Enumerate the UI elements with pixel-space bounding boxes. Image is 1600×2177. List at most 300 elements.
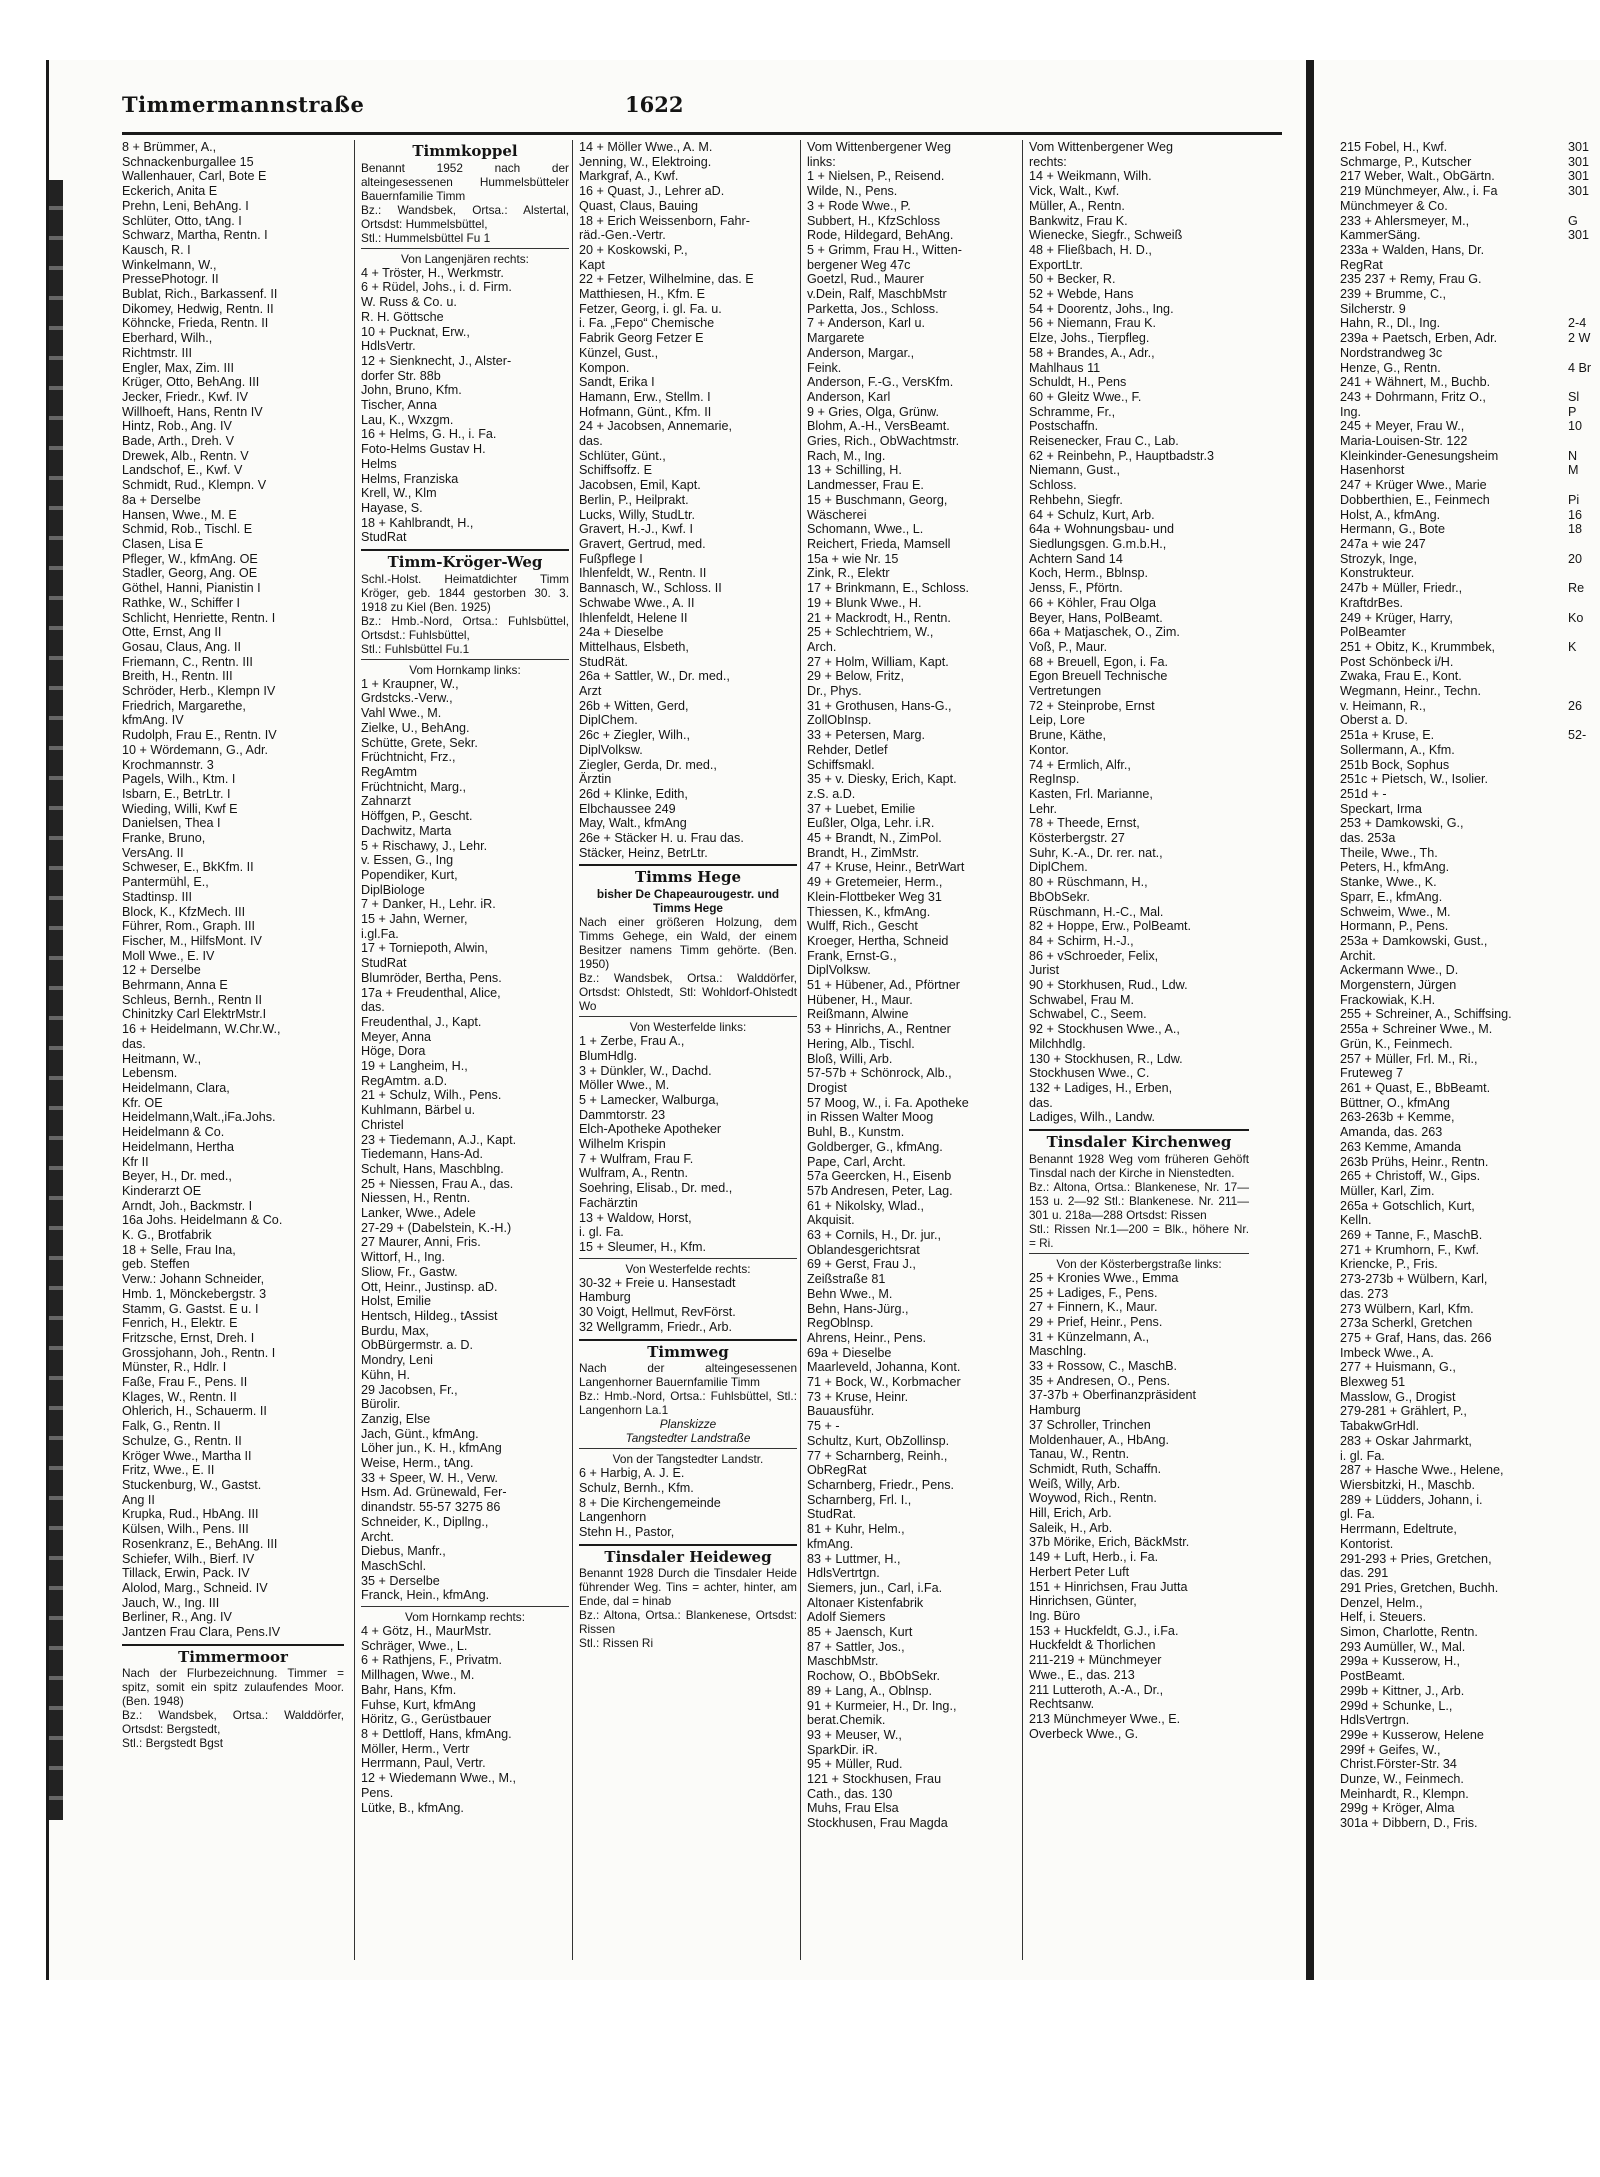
list-item: Rochow, O., BbObSekr. (807, 1669, 940, 1684)
list-item: Leip, Lore (1029, 713, 1086, 728)
list-item: Hermann, G., Bote (1340, 522, 1445, 537)
list-item: Kompon. (579, 360, 630, 375)
list-item: Weise, Herm., tAng. (361, 1456, 474, 1471)
list-item (1568, 287, 1600, 302)
list-item: Altonaer Kistenfabrik (807, 1595, 924, 1610)
list-item (1568, 625, 1600, 640)
list-item: Wienecke, Siegfr., Schweiß (1029, 228, 1183, 243)
list-item: Fritz, Wwe., E. II (122, 1463, 215, 1478)
col4-entries (807, 140, 1019, 1831)
list-item: Rode, Hildegard, BehAng. (807, 228, 954, 243)
column-7-cut (1568, 140, 1600, 1960)
list-item: Wegmann, Heinr., Techn. (1340, 684, 1481, 699)
list-item: SparkDir. iR. (807, 1742, 878, 1757)
list-item: 17 + Torniepoth, Alwin, (361, 941, 488, 956)
list-item: 247b + Müller, Friedr., (1340, 581, 1463, 596)
list-item: 16 + Quast, J., Lehrer aD. (579, 184, 725, 199)
list-item: 37-37b + Oberfinanzpräsident (1029, 1388, 1196, 1403)
list-item: 263 Kemme, Amanda (1340, 1139, 1462, 1154)
list-item: ObBürgermstr. a. D. (361, 1338, 473, 1353)
list-item: G (1568, 213, 1578, 228)
list-item: Pape, Carl, Archt. (807, 1154, 906, 1169)
section-subheading: Vom Hornkamp rechts: (405, 1610, 525, 1625)
list-item: Bade, Arth., Dreh. V (122, 434, 235, 449)
list-item: Scharnberg, Friedr., Pens. (807, 1477, 954, 1492)
list-item: Dobberthien, E., Feinmech (1340, 492, 1490, 507)
list-item: Koch, Herm., Bblnsp. (1029, 566, 1148, 581)
list-item: Konstrukteur. (1340, 566, 1415, 581)
list-item: 251d + - (1340, 786, 1387, 801)
list-item: 27 + Finnern, K., Maur. (1029, 1300, 1158, 1315)
list-item: 121 + Stockhusen, Frau (807, 1772, 942, 1787)
street-heading-timm-kroeger-weg: Timm-Kröger-Weg (361, 549, 569, 570)
list-item: Landschof, E., Kwf. V (122, 463, 243, 478)
list-item: Ihlenfeldt, Helene II (579, 610, 688, 625)
list-item: Henze, G., Rentn. (1340, 360, 1441, 375)
list-item: KammerSäng. (1340, 228, 1421, 243)
list-item: Siemers, jun., Carl, i.Fa. (807, 1580, 943, 1595)
tinsdaler-kirchenweg-entries (1029, 1271, 1249, 1742)
list-item: 1 + Kraupner, W., (361, 676, 459, 691)
list-item: Hill, Erich, Arb. (1029, 1506, 1112, 1521)
list-item: Wilhelm Krispin (579, 1137, 666, 1152)
list-item: 8 + Dettloff, Hans, kfmAng. (361, 1726, 512, 1741)
list-item: 257 + Müller, Frl. M., Ri., (1340, 1051, 1478, 1066)
list-item: 95 + Müller, Rud. (807, 1757, 903, 1772)
list-item: 277 + Huismann, G., (1340, 1360, 1456, 1375)
list-item (1568, 199, 1600, 214)
list-item: Archt. (361, 1529, 394, 1544)
list-item: 233 + Ahlersmeyer, M., (1340, 213, 1470, 228)
list-item: Mondry, Leni (361, 1353, 433, 1368)
list-item: z.S. a.D. (807, 786, 856, 801)
list-item: 299b + Kittner, J., Arb. (1340, 1683, 1465, 1698)
list-item: Klages, W., Rentn. II (122, 1389, 237, 1404)
list-item: 90 + Storkhusen, Rud., Ldw. (1029, 978, 1188, 993)
list-item: Gravert, H.-J., Kwf. I (579, 522, 694, 537)
list-item: Kroeger, Hertha, Schneid (807, 933, 949, 948)
list-item: DiplChem. (1029, 860, 1088, 875)
list-item: 1 + Zerbe, Frau A., (579, 1034, 685, 1049)
list-item: Richtmstr. III (122, 345, 192, 360)
list-item: PressePhotogr. II (122, 272, 219, 287)
list-item: 9 + Gries, Olga, Grünw. (807, 404, 939, 419)
list-item: 26b + Witten, Gerd, (579, 698, 689, 713)
list-item: 20 + Koskowski, P., (579, 242, 688, 257)
list-item: 92 + Stockhusen Wwe., A., (1029, 1022, 1180, 1037)
list-item: Niessen, H., Rentn. (361, 1191, 471, 1206)
list-item: 31 + Künzelmann, A., (1029, 1329, 1150, 1344)
list-item: Reißmann, Alwine (807, 1007, 909, 1022)
list-item: Theile, Wwe., Th. (1340, 845, 1438, 860)
list-item: Jenning, W., Elektroing. (579, 154, 712, 169)
list-item: Hansen, Wwe., M. E (122, 507, 237, 522)
list-item: Elch-Apotheke Apotheker (579, 1122, 722, 1137)
list-item: HdlsVertr. (361, 339, 416, 354)
list-item: Maarleveld, Johanna, Kont. (807, 1360, 961, 1375)
list-item: kfmAng. IV (122, 713, 184, 728)
list-item: 66 + Köhler, Frau Olga (1029, 595, 1157, 610)
list-item: Ott, Heinr., Justinsp. aD. (361, 1279, 498, 1294)
list-item: 149 + Luft, Herb., i. Fa. (1029, 1550, 1159, 1565)
list-item: Elbchaussee 249 (579, 801, 676, 816)
list-item: Sliow, Fr., Gastw. (361, 1264, 458, 1279)
list-item: ExportLtr. (1029, 257, 1083, 272)
list-item: 47 + Kruse, Heinr., BetrWart (807, 860, 965, 875)
list-item: Heitmann, W., (122, 1051, 202, 1066)
street-admin: Bz.: Wandsbek, Ortsa.: Walddörfer, Ortsdst: Bergstedt, (122, 1708, 344, 1737)
timmweg-entries (579, 1466, 797, 1540)
list-item: Ärztin (579, 772, 612, 787)
list-item: Hintz, Rob., Ang. IV (122, 419, 232, 434)
list-item: Burdu, Max, (361, 1323, 429, 1338)
list-item: Lehr. (1029, 801, 1058, 816)
list-item: Meinhardt, R., Klempn. (1340, 1786, 1469, 1801)
list-item: rechts: (1029, 154, 1067, 169)
list-item: Bannasch, W., Schloss. II (579, 581, 722, 596)
list-item: 30 Voigt, Hellmut, RevFörst. (579, 1305, 736, 1320)
list-item: 33 + Speer, W. H., Verw. (361, 1470, 498, 1485)
list-item: BlumHdlg. (579, 1048, 638, 1063)
list-item: 72 + Steinprobe, Ernst (1029, 698, 1155, 713)
list-item: Hamann, Erw., Stellm. I (579, 389, 711, 404)
list-item: Sandt, Erika I (579, 375, 655, 390)
list-item: Heidelmann, Clara, (122, 1081, 230, 1095)
section-subheading: Vom Hornkamp links: (409, 662, 521, 677)
list-item: 251a + Kruse, E. (1340, 728, 1435, 743)
list-item: 15a + wie Nr. 15 (807, 551, 899, 566)
list-item: M (1568, 463, 1579, 478)
list-item: Quast, Claus, Bauing (579, 198, 699, 213)
list-item: Margarete (807, 331, 865, 346)
list-item: Stäcker, Heinz, BetrLtr. (579, 845, 708, 860)
list-item: 57b Andresen, Peter, Lag. (807, 1183, 953, 1198)
list-item: 219 Münchmeyer, Alw., i. Fa (1340, 184, 1498, 199)
list-item: Strozyk, Inge, (1340, 551, 1417, 566)
list-item: Fischer, M., HilfsMont. IV (122, 933, 262, 948)
list-item: Suhr, K.-A., Dr. rer. nat., (1029, 845, 1163, 860)
list-item: Kleinkinder-Genesungsheim (1340, 448, 1499, 463)
sketch-road-label: Tangstedter Landstraße (625, 1431, 751, 1446)
list-item: Simon, Charlotte, Rentn. (1340, 1625, 1478, 1640)
list-item: 80 + Rüschmann, H., (1029, 875, 1148, 890)
list-item: Gries, Rich., ObWachtmstr. (807, 434, 960, 449)
list-item: 289 + Lüdders, Johann, i. (1340, 1492, 1483, 1507)
list-item: Höritz, G., Gerüstbauer (361, 1712, 492, 1727)
list-item: Kasten, Frl. Marianne, (1029, 786, 1153, 801)
list-item: 81 + Kuhr, Helm., (807, 1522, 905, 1537)
list-item: Helf, i. Steuers. (1340, 1610, 1427, 1625)
list-item: Rehder, Detlef (807, 742, 888, 757)
list-item (1568, 258, 1600, 273)
list-item: kfmAng. (807, 1536, 854, 1551)
list-item: geb. Steffen (122, 1257, 190, 1272)
list-item: Breith, H., Rentn. III (122, 669, 233, 684)
list-item: Ahrens, Heinr., Pens. (807, 1330, 927, 1345)
list-item: Vahl Wwe., M. (361, 706, 442, 721)
list-item: Fuhse, Kurt, kfmAng (361, 1697, 476, 1712)
list-item: 245 + Meyer, Frau W., (1340, 419, 1465, 434)
list-item: Gosau, Claus, Ang. II (122, 639, 242, 654)
list-item: Schloss. (1029, 478, 1077, 493)
list-item: Hamburg (1029, 1403, 1081, 1418)
list-item: berat.Chemik. (807, 1713, 886, 1728)
street-description: Benannt 1952 nach der alteingesessenen Hummelsbütteler Bauernfamilie Timm (361, 160, 569, 203)
list-item: 29 + Below, Fritz, (807, 669, 904, 684)
list-item: i.gl.Fa. (361, 926, 399, 941)
list-item: 69a + Dieselbe (807, 1345, 892, 1360)
column-1 (122, 140, 344, 1960)
list-item: 54 + Doorentz, Johs., Ing. (1029, 301, 1174, 316)
list-item: Schiffsoffz. E (579, 463, 653, 478)
list-item: Ing. Büro (1029, 1608, 1081, 1623)
list-item: das. 291 (1340, 1566, 1389, 1581)
page-number: 1622 (625, 92, 684, 117)
list-item: 57-57b + Schönrock, Alb., (807, 1066, 952, 1081)
list-item: Thiessen, K., kfmAng. (807, 904, 931, 919)
list-item: Schmidt, Rud., Klempn. V (122, 478, 267, 493)
list-item: StudRät. (579, 654, 629, 669)
list-item: Alolod, Marg., Schneid. IV (122, 1580, 268, 1595)
list-item: 37 Schroller, Trinchen (1029, 1417, 1151, 1432)
divider (579, 1448, 797, 1449)
list-item: Akquisit. (807, 1213, 855, 1228)
list-item: 3 + Rode Wwe., P. (807, 198, 911, 213)
list-item: Zanzig, Else (361, 1411, 431, 1426)
list-item: Behrmann, Anna E (122, 978, 228, 993)
list-item: Amanda, das. 263 (1340, 1125, 1443, 1140)
list-item: Ang II (122, 1492, 155, 1507)
list-item: Mittelhaus, Elsbeth, (579, 639, 689, 654)
list-item: 33 + Petersen, Marg. (807, 728, 925, 743)
street-heading-timms-hege: Timms Hege (579, 864, 797, 885)
list-item: Kuhlmann, Bärbel u. (361, 1103, 476, 1118)
list-item: 6 + Harbig, A. J. E. (579, 1466, 685, 1481)
list-item: 68 + Breuell, Egon, i. Fa. (1029, 654, 1168, 669)
list-item: 37 + Luebet, Emilie (807, 801, 916, 816)
street-description: Nach einer größeren Holzung, dem Timms Gehege, ein Wald, der einem Besitzer namens Timm gehörte. (Ben. 1950) (579, 915, 797, 972)
list-item: 7 + Anderson, Karl u. (807, 316, 925, 331)
list-item: Schulz, Bernh., Kfm. (579, 1480, 694, 1495)
divider (1029, 1253, 1249, 1254)
list-item: das. (361, 1000, 385, 1015)
list-item: 283 + Oskar Jahrmarkt, (1340, 1433, 1472, 1448)
list-item: Fachärztin (579, 1195, 638, 1210)
list-item: 64 + Schulz, Kurt, Arb. (1029, 507, 1155, 522)
list-item: Muhs, Frau Elsa (807, 1801, 899, 1816)
list-item: 299d + Schunke, L., (1340, 1698, 1453, 1713)
list-item: Fußpflege I (579, 551, 643, 566)
street-heading-tinsdaler-kirchenweg: Tinsdaler Kirchenweg (1029, 1129, 1249, 1150)
list-item: Bublat, Rich., Barkassenf. II (122, 287, 278, 302)
list-item: 8 + Brümmer, A., (122, 140, 217, 154)
list-item: 273 Wülbern, Karl, Kfm. (1340, 1301, 1474, 1316)
list-item: 6 + Rathjens, F., Privatm. (361, 1653, 503, 1668)
list-item: 27 Maurer, Anni, Fris. (361, 1235, 481, 1250)
list-item: Jenss, F., Pförtn. (1029, 581, 1123, 596)
list-item: 251b Bock, Sophus (1340, 757, 1450, 772)
list-item: Moldenhauer, A., HbAng. (1029, 1432, 1170, 1447)
list-item: Frank, Ernst-G., (807, 948, 897, 963)
list-item: Niemann, Gust., (1029, 463, 1120, 478)
list-item: 8a + Derselbe (122, 492, 201, 507)
divider (361, 248, 569, 249)
list-item: 255a + Schreiner Wwe., M. (1340, 1022, 1493, 1037)
list-item: 50 + Becker, R. (1029, 272, 1116, 287)
street-stl: Stl.: Rissen Ri (579, 1636, 654, 1651)
list-item: 25 + Schlechtriem, W., (807, 625, 934, 640)
list-item: RegInsp. (1029, 772, 1080, 787)
divider (579, 1016, 797, 1017)
list-item: 233a + Walden, Hans, Dr. (1340, 242, 1485, 257)
list-item: Goetzl, Rud., Maurer (807, 272, 924, 287)
list-item: Parketta, Jos., Schloss. (807, 301, 939, 316)
list-item: Wäscherei (807, 507, 867, 522)
list-item (1568, 655, 1600, 670)
section-subheading: Von Westerfelde links: (629, 1020, 747, 1035)
list-item: Blexweg 51 (1340, 1375, 1406, 1390)
list-item: Schiefer, Wilh., Bierf. IV (122, 1551, 255, 1566)
list-item: Danielsen, Thea I (122, 816, 221, 831)
list-item: 263b Prühs, Heinr., Rentn. (1340, 1154, 1489, 1169)
list-item: Stockhusen, Frau Magda (807, 1816, 948, 1831)
divider (361, 1606, 569, 1607)
list-item: 211 Lutteroth, A.-A., Dr., (1029, 1682, 1164, 1697)
list-item: MaschSchl. (361, 1558, 427, 1573)
street-description: Schl.-Holst. Heimatdichter Timm Kröger, geb. 1844 gestorben 30. 3. 1918 zu Kiel (Ben. 1925) (361, 571, 569, 614)
list-item: Rosenkranz, E., BehAng. III (122, 1536, 278, 1551)
list-item: 287 + Hasche Wwe., Helene, (1340, 1463, 1504, 1478)
list-item: P (1568, 404, 1577, 419)
list-item: 4 + Tröster, H., Werkmstr. (361, 265, 504, 280)
list-item: Krüger, Otto, BehAng. III (122, 375, 260, 390)
list-item: Schmid, Rob., Tischl. E (122, 522, 253, 537)
list-item: 84 + Schirm, H.-J., (1029, 933, 1134, 948)
list-item: 251c + Pietsch, W., Isolier. (1340, 772, 1489, 787)
list-item: Sl (1568, 389, 1580, 404)
list-item: Schwabe Wwe., A. II (579, 595, 695, 610)
list-item: Hentsch, Hildeg., tAssist (361, 1309, 498, 1323)
list-item (1568, 596, 1600, 611)
list-item: Fruteweg 7 (1340, 1066, 1403, 1081)
list-item: 299f + Geifes, W., (1340, 1742, 1441, 1757)
list-item: Schwarz, Martha, Rentn. I (122, 228, 268, 243)
list-item: Vom Wittenbergener Weg (1029, 140, 1173, 154)
list-item: ObRegRat (807, 1463, 867, 1478)
list-item: 27-29 + (Dabelstein, K.-H.) (361, 1220, 512, 1235)
list-item: 25 + Niessen, Frau A., das. (361, 1176, 514, 1191)
list-item: Hofmann, Günt., Kfm. II (579, 404, 712, 419)
list-item: DiplChem. (579, 713, 638, 728)
list-item: Rehbehn, Siegfr. (1029, 492, 1123, 507)
list-item: Otte, Ernst, Ang II (122, 625, 222, 640)
list-item: 26c + Ziegler, Wilh., (579, 728, 690, 743)
list-item: 64a + Wohnungsbau- und (1029, 522, 1175, 537)
street-admin: Bz.: Altona, Ortsa.: Blankenese, Nr. 17—153 u. 2—92 Stl.: Blankenese. Nr. 211—301 u. 218a—288 Ortsdst: Rissen (1029, 1179, 1249, 1222)
list-item: 279-281 + Grählert, P., (1340, 1404, 1467, 1419)
list-item: 35 + Derselbe (361, 1573, 440, 1588)
street-heading-tinsdaler-heideweg: Tinsdaler Heideweg (579, 1544, 797, 1565)
list-item: 275 + Graf, Hans, das. 266 (1340, 1330, 1492, 1345)
list-item: Friemann, C., Rentn. III (122, 654, 253, 669)
list-item: Pi (1568, 492, 1580, 507)
list-item: 85 + Jaensch, Kurt (807, 1625, 913, 1640)
list-item: Millhagen, Wwe., M. (361, 1668, 475, 1683)
timms-hege-entries (579, 1034, 797, 1255)
list-item: das. 253a (1340, 831, 1396, 846)
list-item: Weiß, Willy, Arb. (1029, 1476, 1121, 1491)
list-item: Friedrich, Margarethe, (122, 698, 246, 713)
list-item: Lau, K., Wxzgm. (361, 412, 454, 427)
list-item: 33 + Rossow, C., MaschB. (1029, 1359, 1178, 1374)
list-item: Siedlungsgen. G.m.b.H., (1029, 536, 1167, 551)
list-item (1568, 478, 1600, 493)
list-item: Jantzen Frau Clara, Pens.IV (122, 1625, 281, 1640)
list-item: Lebensm. (122, 1066, 178, 1081)
list-item: Früchtnicht, Frz., (361, 750, 456, 765)
street-description: Nach der alteingesessenen Langenhorner Bauernfamilie Timm (579, 1361, 797, 1390)
list-item: Arndt, Joh., Backmstr. I (122, 1198, 253, 1213)
list-item: Denzel, Helm., (1340, 1595, 1423, 1610)
list-item: Müller, Karl, Zim. (1340, 1183, 1435, 1198)
list-item: 301 (1568, 154, 1590, 169)
list-item: 2-4 (1568, 316, 1587, 331)
list-item: Schmarge, P., Kutscher (1340, 154, 1472, 169)
list-item: Tillack, Erwin, Pack. IV (122, 1566, 250, 1581)
list-item: 299a + Kusserow, H., (1340, 1654, 1461, 1669)
list-item: 16a Johs. Heidelmann & Co. (122, 1213, 283, 1228)
list-item: Ohlerich, H., Schauerm. II (122, 1404, 267, 1419)
list-item: 12 + Sienknecht, J., Alster- (361, 353, 512, 368)
list-item: Fritzsche, Ernst, Dreh. I (122, 1330, 255, 1345)
list-item: Schütte, Grete, Sekr. (361, 735, 478, 750)
street-admin: Bz.: Wandsbek, Ortsa.: Walddörfer, Ortsdst: Ohlstedt, Stl: Wohldorf-Ohlstedt Wo (579, 971, 797, 1014)
list-item: Stehn H., Pastor, (579, 1525, 675, 1540)
list-item: bergener Weg 47c (807, 257, 911, 272)
sketch-label: Planskizze (659, 1417, 717, 1432)
list-item: Berlin, P., Heilprakt. (579, 492, 689, 507)
list-item: MaschbMstr. (807, 1654, 879, 1669)
list-item: 89 + Lang, A., Oblnsp. (807, 1683, 932, 1698)
list-item: 3 + Dünkler, W., Dachd. (579, 1063, 712, 1078)
list-item: 10 (1568, 419, 1583, 434)
list-item: StudRat (361, 530, 407, 545)
timm-kroeger-entries (361, 677, 569, 1603)
list-item: 25 + Ladiges, F., Pens. (1029, 1285, 1158, 1300)
list-item: Falk, G., Rentn. II (122, 1419, 221, 1434)
street-heading-timmkoppel: Timmkoppel (412, 142, 518, 160)
list-item: Feink. (807, 360, 842, 375)
list-item: 29 + Prief, Heinr., Pens. (1029, 1314, 1163, 1329)
list-item: Pagels, Wilh., Ktm. I (122, 772, 236, 787)
list-item: Schneider, K., Dipllng., (361, 1514, 489, 1529)
list-item: Heidelmann & Co. (122, 1125, 225, 1140)
list-item: StudRat. (807, 1507, 857, 1522)
list-item: 56 + Niemann, Frau K. (1029, 316, 1157, 331)
list-item: 5 + Grimm, Frau H., Witten- (807, 242, 962, 257)
list-item: 8 + Die Kirchengemeinde (579, 1495, 721, 1510)
list-item: W. Russ & Co. u. (361, 295, 457, 310)
list-item: Schiffsmakl. (807, 757, 875, 772)
timm-kroeger-entries-right (361, 1624, 569, 1815)
list-item: 21 + Schulz, Wilh., Pens. (361, 1088, 502, 1103)
list-item: 24 + Jacobsen, Annemarie, (579, 419, 732, 434)
list-item: Heidelmann, Hertha (122, 1139, 235, 1154)
list-item: Imbeck Wwe., A. (1340, 1345, 1434, 1360)
list-item: Grün, K., Feinmech. (1340, 1036, 1453, 1051)
list-item: Wallenhauer, Carl, Bote E (122, 169, 267, 184)
col1-entries (122, 140, 344, 1640)
